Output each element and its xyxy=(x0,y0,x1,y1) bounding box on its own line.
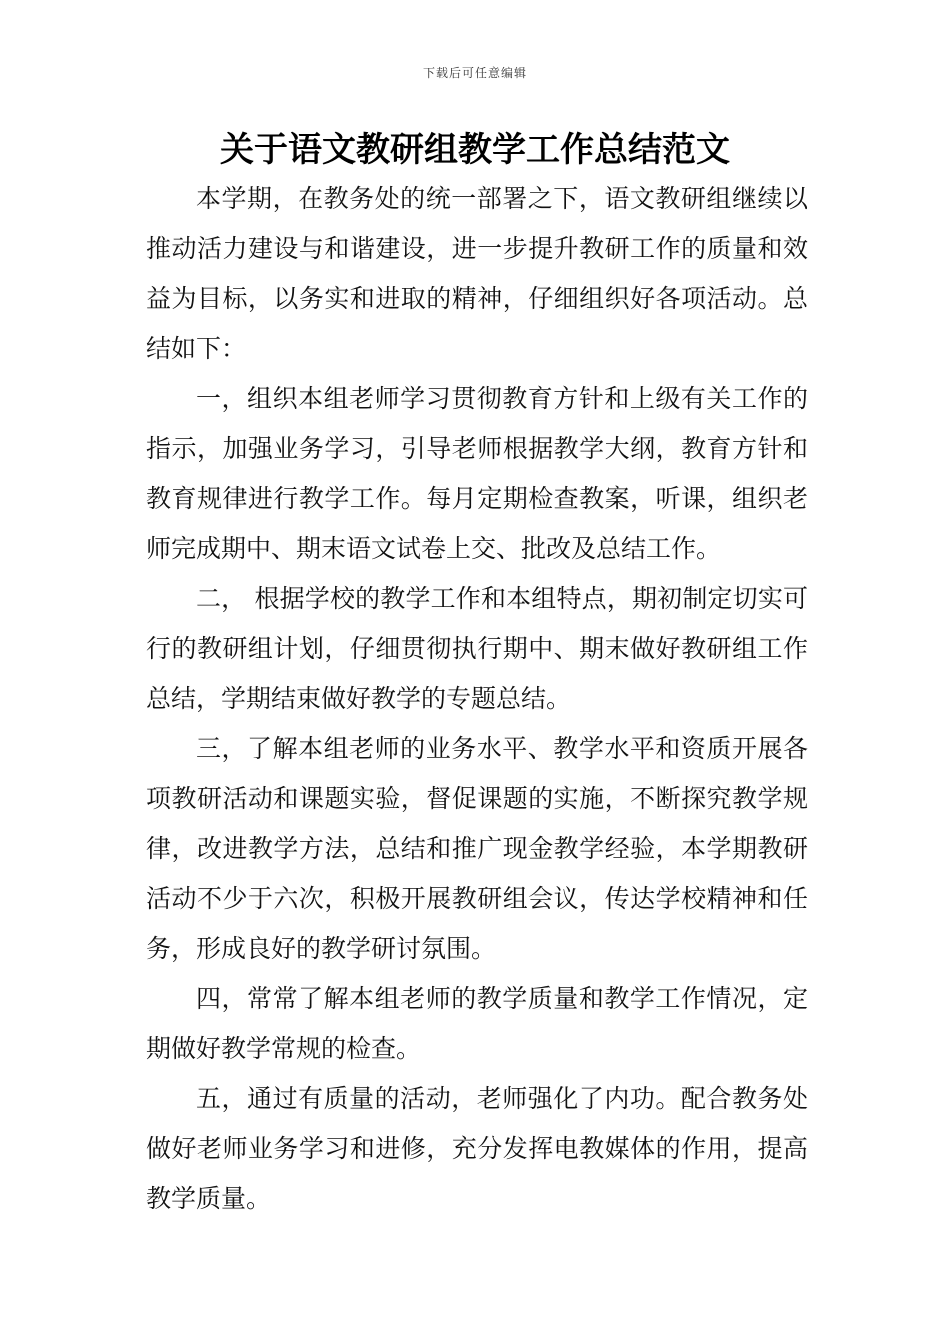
paragraph-5: 五，通过有质量的活动，老师强化了内功。配合教务处做好老师业务学习和进修，充分发挥电教媒体的作用，提高教学质量。 xyxy=(146,1084,808,1213)
paragraph-intro: 本学期，在教务处的统一部署之下，语文教研组继续以推动活力建设与和谐建设，进一步提升教研工作的质量和效益为目标，以务实和进取的精神，仔细组织好各项活动。总结如下： xyxy=(146,184,808,363)
document-title: 关于语文教研组教学工作总结范文 xyxy=(220,130,730,170)
paragraph-3: 三，了解本组老师的业务水平、教学水平和资质开展各项教研活动和课题实验，督促课题的实施，不断探究教学规律，改进教学方法，总结和推广现金教学经验，本学期教研活动不少于六次，积极开展教研组会议，传达学校精神和任务，形成良好的教学研讨氛围。 xyxy=(146,734,808,963)
header-note: 下载后可任意编辑 xyxy=(422,66,527,80)
paragraph-1: 一，组织本组老师学习贯彻教育方针和上级有关工作的指示，加强业务学习，引导老师根据教学大纲，教育方针和教育规律进行教学工作。每月定期检查教案，听课，组织老师完成期中、期末语文试卷上交、批改及总结工作。 xyxy=(146,384,808,563)
document-body xyxy=(146,174,808,1224)
paragraph-2: 二， 根据学校的教学工作和本组特点，期初制定切实可行的教研组计划，仔细贯彻执行期中、期末做好教研组工作总结，学期结束做好教学的专题总结。 xyxy=(146,584,808,713)
paragraph-4: 四，常常了解本组老师的教学质量和教学工作情况，定期做好教学常规的检查。 xyxy=(146,984,808,1063)
